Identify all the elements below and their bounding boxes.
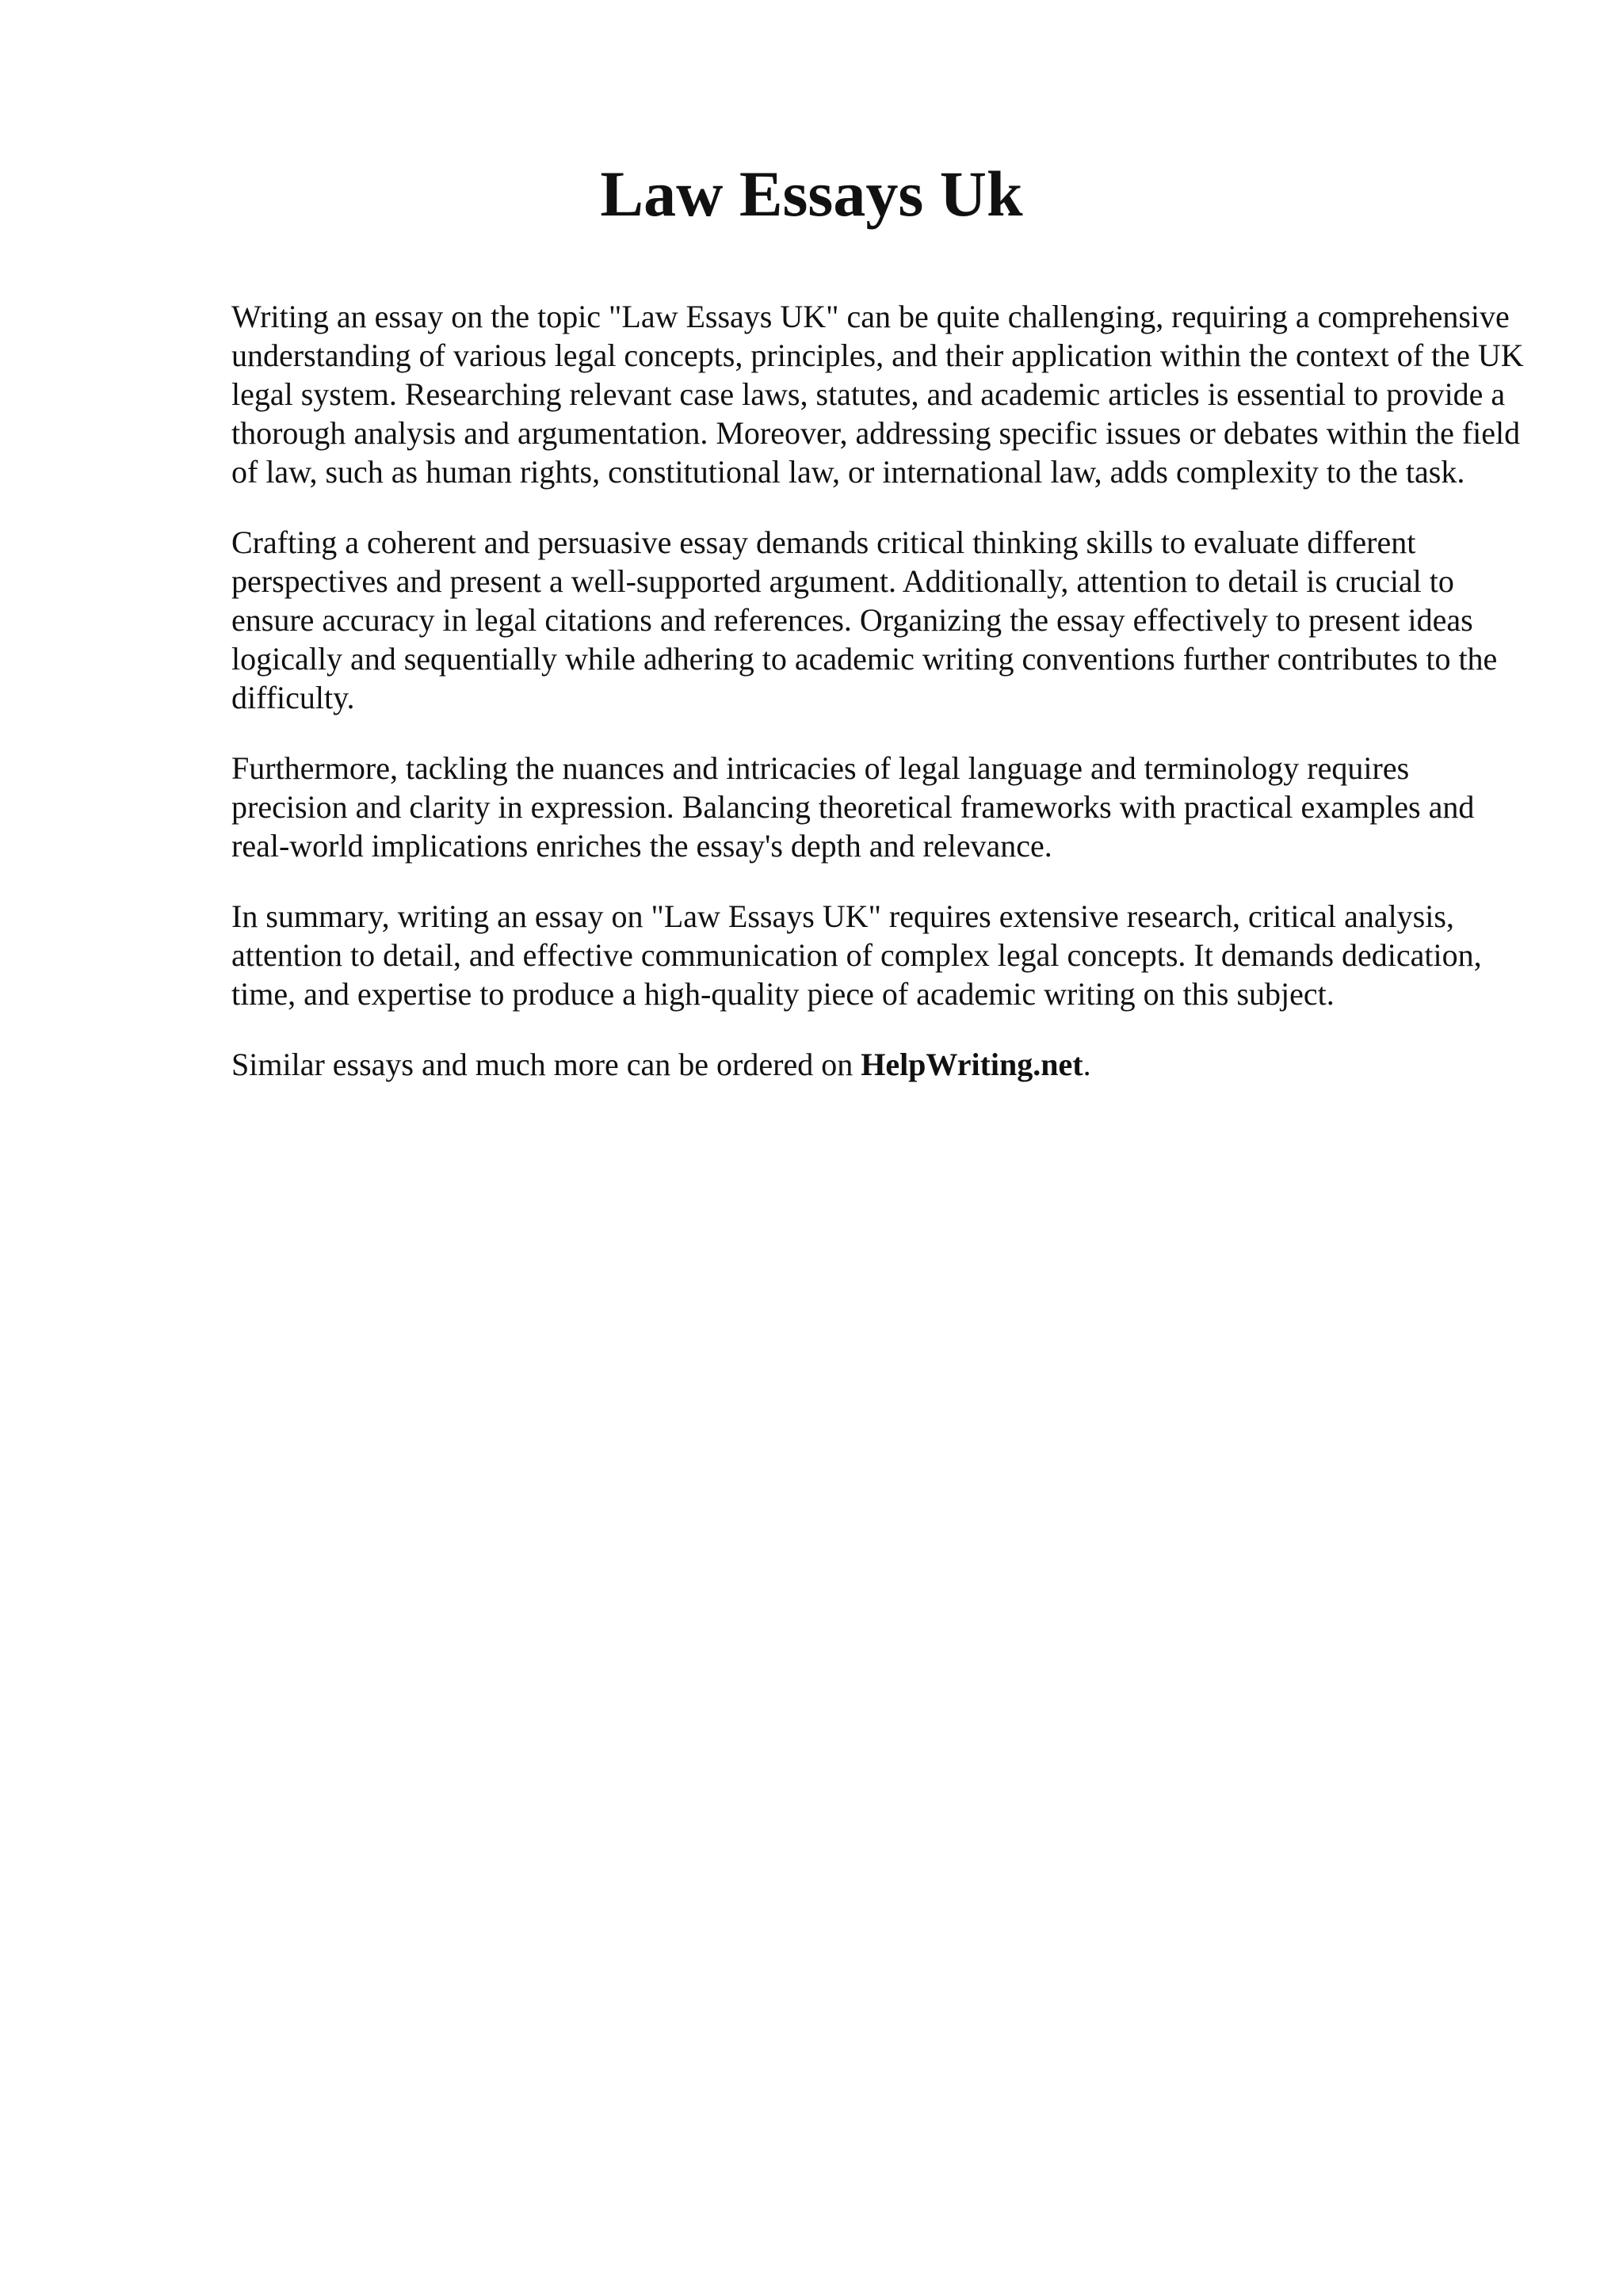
closing-period: . xyxy=(1083,1047,1091,1082)
paragraph-1: Writing an essay on the topic "Law Essays UK" can be quite challenging, requiring a comprehensive understanding of various legal concepts, principles, and their application within the context of the UK legal system. Researching relevant case laws, statutes, and academic articles is essential to provide a thorough analysis and argumentation. Moreover, addressing specific issues or debates within the field of law, such as human rights, constitutional law, or international law, adds complexity to the task. xyxy=(231,299,1524,490)
paragraph-3: Furthermore, tackling the nuances and intricacies of legal language and terminology requires precision and clarity in expression. Balancing theoretical frameworks with practical examples and real-world implications enriches the essay's depth and relevance. xyxy=(231,750,1475,864)
closing-text: Similar essays and much more can be ordered on xyxy=(231,1047,854,1082)
document-title: Law Essays Uk xyxy=(600,158,1023,230)
helpwriting-link[interactable]: HelpWriting.net xyxy=(861,1047,1083,1082)
paragraph-2: Crafting a coherent and persuasive essay demands critical thinking skills to evaluate different perspectives and present a well-supported argument. Additionally, attention to detail is crucial to ensure accuracy in legal citations and references. Organizing the essay effectively to present ideas logically and sequentially while adhering to academic writing conventions further contributes to the difficulty. xyxy=(231,524,1498,715)
document-body xyxy=(231,297,1531,1116)
closing-line xyxy=(231,1045,1531,1084)
paragraph-4: In summary, writing an essay on "Law Essays UK" requires extensive research, critical analysis, attention to detail, and effective communication of complex legal concepts. It demands dedication, time, and expertise to produce a high-quality piece of academic writing on this subject. xyxy=(231,898,1482,1012)
